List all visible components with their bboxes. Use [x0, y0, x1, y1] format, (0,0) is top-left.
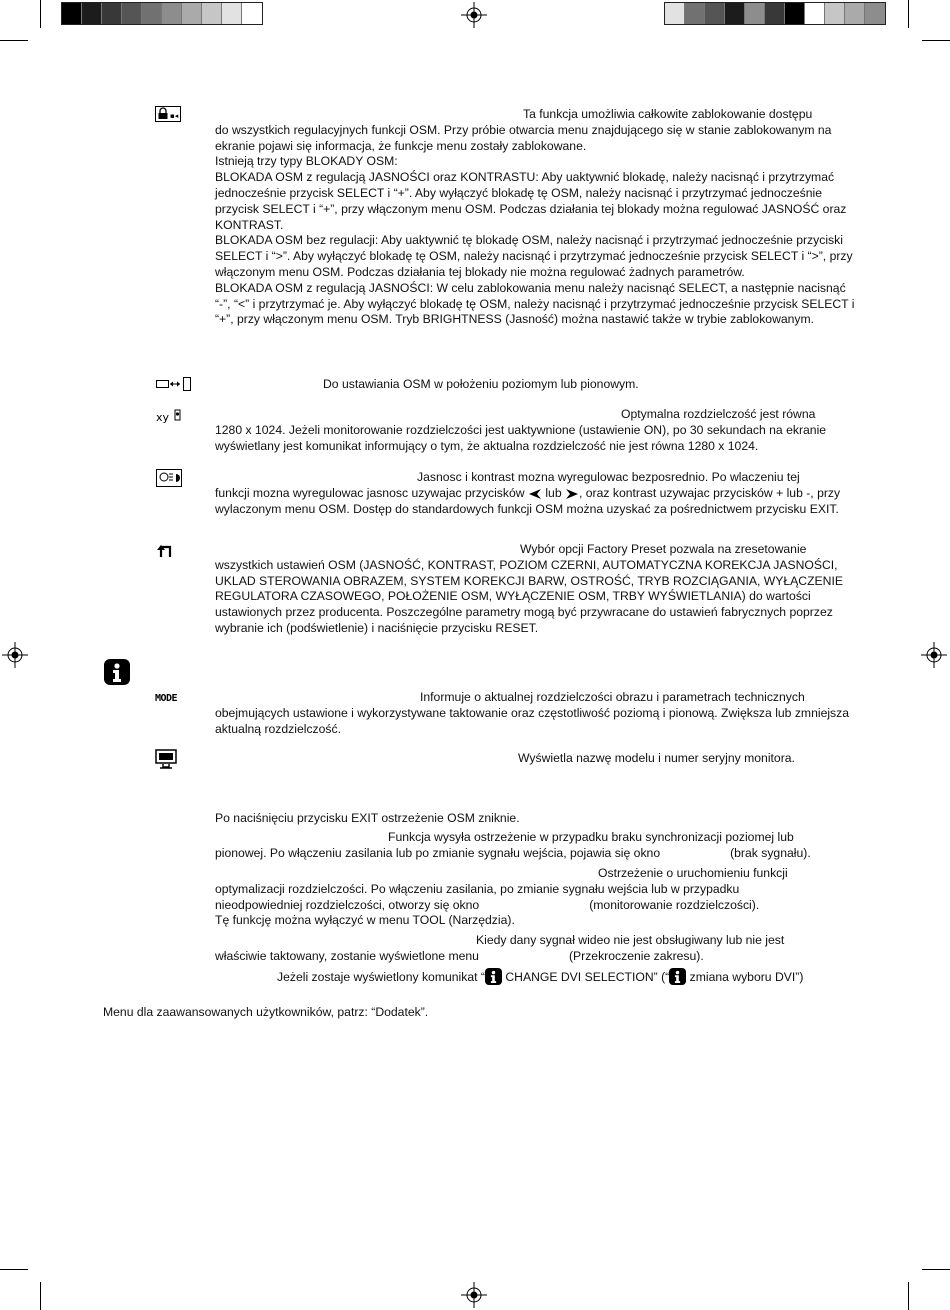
crop-mark	[922, 1269, 950, 1270]
nosync-intro: Funkcja wysyła ostrzeżenie w przypadku braku synchronizacji poziomej lub	[388, 830, 794, 844]
color-swatch	[242, 3, 262, 24]
crop-mark	[922, 40, 950, 41]
hot-key-icon	[156, 469, 182, 487]
crop-mark	[40, 1282, 41, 1310]
monitor-info-text: Wyświetla nazwę modelu i numer seryjny monitora.	[518, 751, 795, 765]
dvi-text-a: Jeżeli zostaje wyświetlony komunikat “	[277, 970, 485, 984]
warning-exit: Po naciśnięciu przycisku EXIT ostrzeżenie OSM zniknie.	[215, 811, 520, 825]
color-swatch	[102, 3, 122, 24]
color-swatch	[685, 3, 705, 24]
hotkey-body-a: funkcji mozna wyregulowac jasnosc uzywajac przycisków	[215, 485, 525, 500]
svg-text:▪◂: ▪◂	[170, 112, 179, 120]
color-swatch	[865, 3, 885, 24]
lock-mode-3: BLOKADA OSM z regulacją JASNOŚCI: W celu zablokowania menu należy nacisnąć SELECT, a następnie nacisnąć “-”, “<” i przytrzymać je. Aby wyłączyć blokadę tę OSM, należy nacisnąć i przytrzymać jednocześnie przycisk SELECT i “+”, przy włączonym menu OSM. Tryb BRIGHTNESS (Jasność) można nastawić także w trybie zablokowanym.	[215, 280, 855, 327]
resmon-line-2a: nieodpowiedniej rozdzielczości, otworzy się okno	[215, 897, 480, 912]
color-swatch	[805, 3, 825, 24]
factory-body: wszystkich ustawień OSM (JASNOŚĆ, KONTRAST, POZIOM CZERNI, AUTOMATYCZNA KOREKCJA JASNOŚCI, UKLAD STEROWANIA OBRAZEM, SYSTEM KOREKCJI BARW, OSTROŚĆ, TRYB ROZCIĄGANIA, WYŁĄCZENIE REGULATORA CZASOWEGO, POŁOŻENIE OSM, WYŁĄCZENIE OSM, TRBY WYŚWIETLANIA) do wartości ustawionych przez producenta. Poszczególne parametry mogą być przywracane do ustawień fabrycznych poprzez wybranie ich (podświetlenie) i naciśnięcie przycisku RESET.	[215, 557, 843, 635]
outofrange-description	[215, 933, 855, 965]
svg-text:xy: xy	[156, 411, 170, 424]
color-swatch	[825, 3, 845, 24]
dvi-text-c: zmiana wyboru DVI”)	[689, 970, 804, 984]
color-swatch	[765, 3, 785, 24]
left-arrow-icon	[528, 488, 542, 500]
hotkey-body-c: , oraz kontrast uzywajac przycisków + lub -, przy wylaczonym menu OSM. Dostęp do standardowych funkcji OSM można uzyskać za pośrednictwem przycisku EXIT.	[215, 485, 841, 516]
registration-mark-icon	[921, 642, 947, 668]
display-mode-description	[215, 690, 855, 737]
svg-text:MODE: MODE	[155, 693, 178, 704]
advanced-menu-note: Menu dla zaawansowanych użytkowników, patrz: “Dodatek”.	[103, 1005, 429, 1019]
resmon-line-3: Tę funkcję można wyłączyć w menu TOOL (Narzędzia).	[215, 913, 515, 928]
factory-preset-icon	[156, 543, 176, 559]
nosync-description	[215, 830, 855, 862]
right-arrow-icon	[565, 488, 579, 500]
resmon-line-1: optymalizacji rozdzielczości. Po włączeniu zasilania, po zmianie sygnału wejścia lub w przypadku	[215, 881, 740, 896]
color-swatch	[162, 3, 182, 24]
outofrange-intro: Kiedy dany sygnał wideo nie jest obsługiwany lub nie jest	[476, 933, 785, 947]
registration-mark-icon	[461, 2, 487, 28]
resolution-body: 1280 x 1024. Jeżeli monitorowanie rozdzielczości jest uaktywnione (ustawienie ON), po 30 sekundach na ekranie wyświetlany jest komunikat informujący o tym, że aktualna rozdzielczość nie jest równa 1280 x 1024.	[215, 422, 827, 453]
crop-mark	[908, 0, 909, 28]
resmon-line-2b: (monitorowanie rozdzielczości).	[589, 897, 760, 912]
hotkey-intro: Jasnosc i kontrast mozna wyregulowac bezposrednio. Po wlaczeniu tej	[417, 470, 800, 484]
display-mode-body: obejmujących ustawione i wykorzystywane taktowanie oraz częstotliwość poziomą i pionową. Zwiększa lub zmniejsza aktualną rozdzielczość.	[215, 705, 850, 736]
color-swatch	[745, 3, 765, 24]
crop-mark	[40, 0, 41, 28]
display-mode-intro: Informuje o aktualnej rozdzielczości obrazu i parametrach technicznych	[420, 690, 805, 704]
outofrange-body-b: (Przekroczenie zakresu).	[568, 948, 704, 963]
lock-description	[215, 107, 855, 328]
information-icon	[104, 659, 130, 685]
lock-mode-1: BLOKADA OSM z regulacją JASNOŚCI oraz KONTRASTU: Aby uaktywnić blokadę, należy nacisnąć i przytrzymać jednocześnie przycisk SELECT i “+”. Aby wyłączyć blokadę tę OSM, należy nacisnąć i przytrzymać jednocześnie przycisk SELECT i “+”, przy włączonym menu OSM. Podczas działania tej blokady można regulować JASNOŚĆ oraz KONTRAST.	[215, 170, 847, 232]
lock-mode-2: BLOKADA OSM bez regulacji: Aby uaktywnić tę blokadę OSM, należy nacisnąć i przytrzymać jednocześnie przyciski SELECT i “>”. Aby wyłączyć blokadę tę OSM, należy nacisnąć i przytrzymać jednocześnie przycisk SELECT i “>”, przy włączonym menu OSM. Podczas działania tej blokady nie można regulować żadnych parametrów.	[215, 233, 853, 279]
registration-mark-icon	[461, 1282, 487, 1308]
color-swatch	[182, 3, 202, 24]
resolution-description	[215, 407, 855, 454]
color-swatch	[222, 3, 242, 24]
lock-body: do wszystkich regulacyjnych funkcji OSM. Przy próbie otwarcia menu znajdującego się w stanie zablokowanym na ekranie pojawi się informacja, że funkcje menu zostały zablokowane.	[215, 122, 832, 153]
nosync-body-b: (brak sygnału).	[730, 845, 811, 860]
resolution-intro: Optymalna rozdzielczość jest równa	[621, 407, 816, 421]
color-swatch	[845, 3, 865, 24]
color-bar-left	[61, 2, 263, 25]
color-swatch	[62, 3, 82, 24]
color-swatch	[785, 3, 805, 24]
factory-description	[215, 542, 855, 637]
color-swatch	[142, 3, 162, 24]
factory-intro: Wybór opcji Factory Preset pozwala na zresetowanie	[520, 542, 807, 556]
color-swatch	[202, 3, 222, 24]
color-swatch	[122, 3, 142, 24]
hotkey-body-b: lub	[545, 485, 562, 500]
resmon-intro: Ostrzeżenie o uruchomieniu funkcji	[598, 866, 788, 880]
dvi-selection-text	[277, 968, 803, 986]
resmon-description	[215, 866, 855, 929]
resolution-notifier-icon	[156, 408, 182, 424]
information-icon	[669, 968, 686, 985]
outofrange-body-a: właściwie taktowany, zostanie wyświetlone menu	[215, 948, 479, 963]
hotkey-description	[215, 470, 855, 517]
display-mode-icon	[155, 690, 183, 704]
crop-mark	[0, 1269, 28, 1270]
dvi-text-b: CHANGE DVI SELECTION” (“	[505, 970, 670, 984]
crop-mark	[908, 1282, 909, 1310]
osm-rotation-icon	[156, 377, 192, 391]
color-swatch	[665, 3, 685, 24]
color-swatch	[725, 3, 745, 24]
lock-intro: Ta funkcja umożliwia całkowite zablokowanie dostępu	[523, 107, 813, 121]
lock-icon	[155, 106, 181, 122]
color-swatch	[705, 3, 725, 24]
registration-mark-icon	[2, 642, 28, 668]
color-bar-right	[664, 2, 886, 25]
crop-mark	[0, 40, 28, 41]
color-swatch	[82, 3, 102, 24]
nosync-body-a: pionowej. Po włączeniu zasilania lub po zmianie sygnału wejścia, pojawia się okno	[215, 845, 661, 860]
rotation-text: Do ustawiania OSM w położeniu poziomym lub pionowym.	[323, 377, 639, 391]
information-icon	[485, 968, 502, 985]
lock-types: Istnieją trzy typy BLOKADY OSM:	[215, 154, 398, 169]
monitor-info-icon	[155, 749, 177, 769]
